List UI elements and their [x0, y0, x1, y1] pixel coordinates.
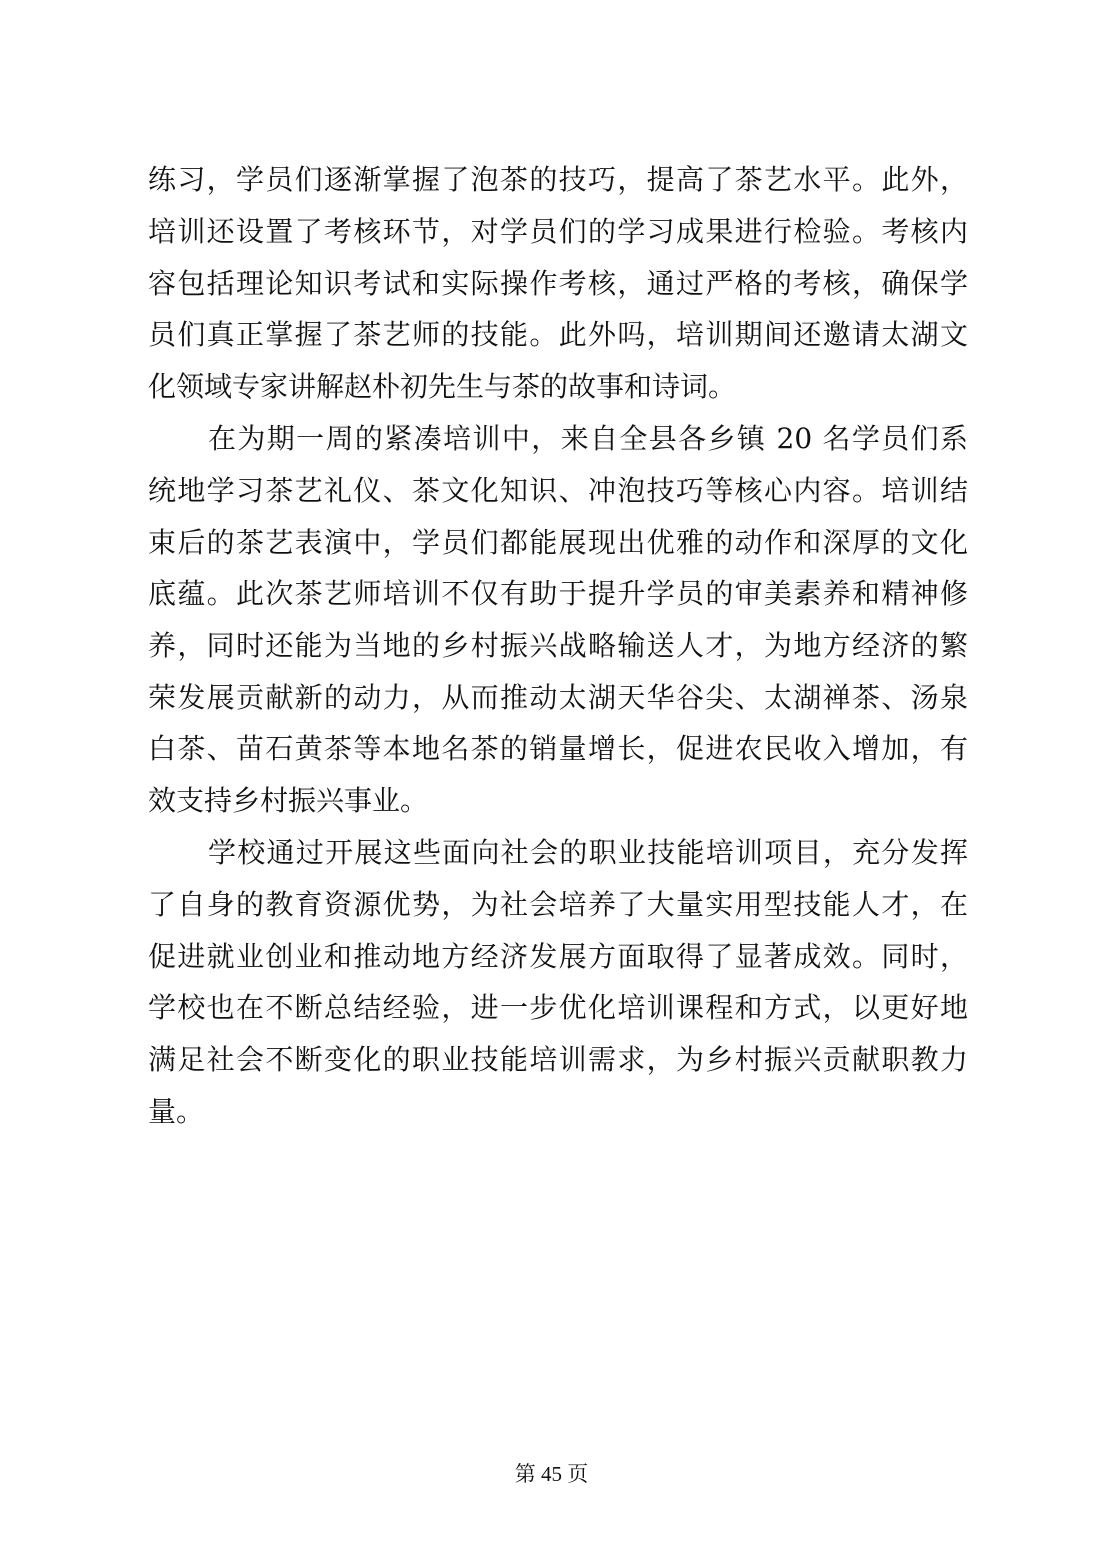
- paragraph-2-line-7: 白茶、苗石黄茶等本地名茶的销量增长，促进农民收入增加，有: [148, 732, 968, 765]
- paragraph-3-line-4: 学校也在不断总结经验，进一步优化培训课程和方式，以更好地: [148, 991, 968, 1024]
- paragraph-2-line-1: 在为期一周的紧凑培训中，来自全县各乡镇 20 名学员们系: [208, 422, 968, 455]
- paragraph-1-line-4: 员们真正掌握了茶艺师的技能。此外吗，培训期间还邀请太湖文: [148, 318, 968, 351]
- paragraph-2-line-2: 统地学习茶艺礼仪、茶文化知识、冲泡技巧等核心内容。培训结: [148, 474, 968, 507]
- paragraph-3-line-3: 促进就业创业和推动地方经济发展方面取得了显著成效。同时，: [148, 940, 968, 973]
- paragraph-2-line-5: 养，同时还能为当地的乡村振兴战略输送人才，为地方经济的繁: [148, 629, 968, 662]
- paragraph-3-line-6: 量。: [148, 1095, 205, 1128]
- paragraph-1-line-2: 培训还设置了考核环节，对学员们的学习成果进行检验。考核内: [148, 215, 968, 248]
- paragraph-2-line-6: 荣发展贡献新的动力，从而推动太湖天华谷尖、太湖禅茶、汤泉: [148, 681, 968, 714]
- paragraph-2-line-8: 效支持乡村振兴事业。: [148, 784, 429, 817]
- page-number: 第 45 页: [514, 1462, 589, 1486]
- paragraph-1-line-3: 容包括理论知识考试和实际操作考核，通过严格的考核，确保学: [148, 267, 968, 300]
- paragraph-2-line-3: 束后的茶艺表演中，学员们都能展现出优雅的动作和深厚的文化: [148, 526, 968, 559]
- paragraph-1-line-1: 练习，学员们逐渐掌握了泡茶的技巧，提高了茶艺水平。此外，: [148, 163, 968, 196]
- paragraph-2-line-4: 底蕴。此次茶艺师培训不仅有助于提升学员的审美素养和精神修: [148, 577, 968, 610]
- paragraph-3-line-1: 学校通过开展这些面向社会的职业技能培训项目，充分发挥: [208, 836, 968, 869]
- paragraph-3-line-2: 了自身的教育资源优势，为社会培养了大量实用型技能人才，在: [148, 888, 968, 921]
- paragraph-1-line-5: 化领域专家讲解赵朴初先生与茶的故事和诗词。: [148, 370, 737, 403]
- paragraph-3-line-5: 满足社会不断变化的职业技能培训需求，为乡村振兴贡献职教力: [148, 1043, 968, 1076]
